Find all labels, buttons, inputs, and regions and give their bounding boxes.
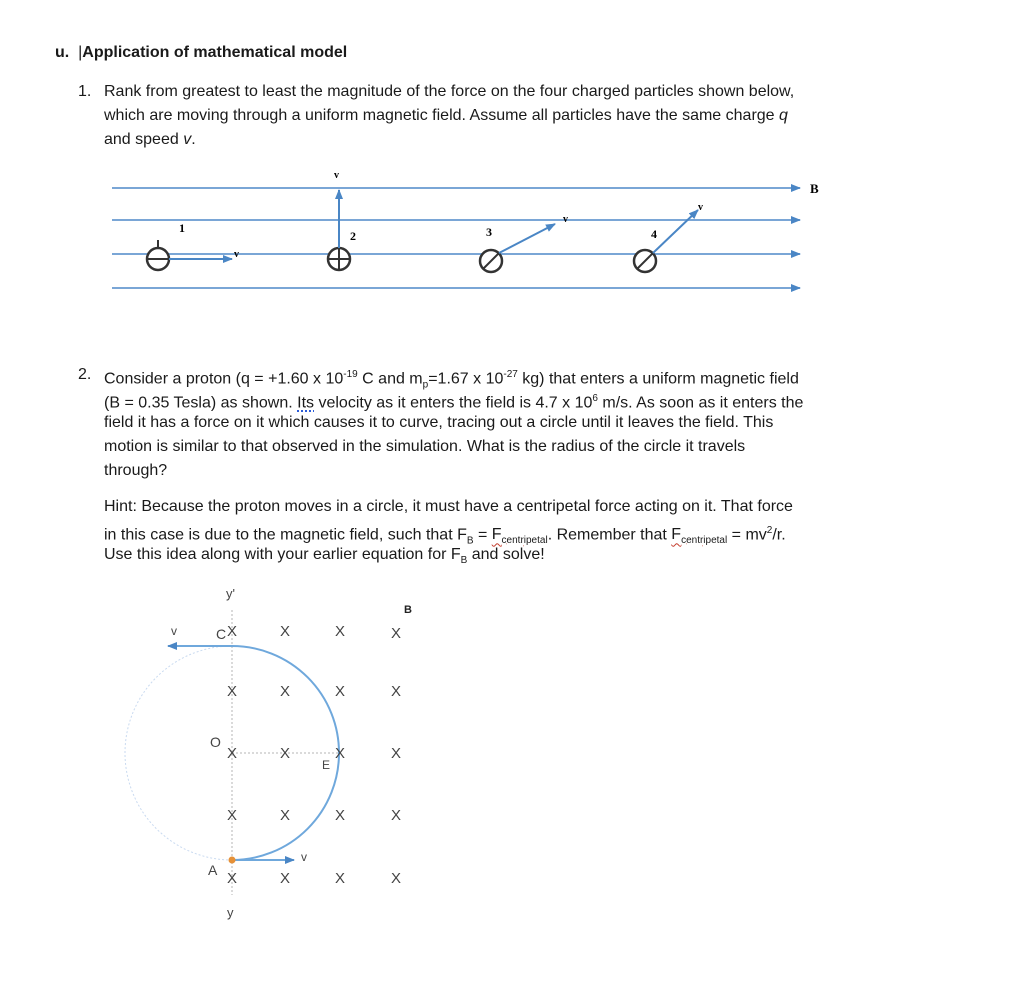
field-x-mark: X xyxy=(227,870,238,887)
field-x-mark: X xyxy=(391,745,402,762)
field-x-mark: X xyxy=(391,683,402,700)
q1-speed-symbol: v xyxy=(183,131,192,148)
q1-line3: and speed v. xyxy=(104,131,196,148)
field-lines xyxy=(112,188,800,288)
figure-circular-path xyxy=(0,575,1024,930)
section-title: Application of mathematical model xyxy=(82,44,348,61)
field-x-mark: X xyxy=(335,870,346,887)
velocity-label: v xyxy=(334,170,339,181)
field-x-mark: X xyxy=(227,623,238,640)
label-B: B xyxy=(404,604,412,616)
field-x-mark: X xyxy=(280,807,291,824)
field-x-mark: X xyxy=(280,870,291,887)
hint-line3: Use this idea along with your earlier equation for $F_B$ and solve! xyxy=(104,546,545,567)
velocity-label: v xyxy=(698,202,703,213)
hint-line2: in this case is due to the magnetic field, such that $F_B = F_{centripetal}$. Remember that $F_{centripetal} = mv^2/r$. xyxy=(104,525,786,547)
q1-line1: Rank from greatest to least the magnitude of the force on the four charged particles shown below, xyxy=(104,83,795,100)
field-x-mark: X xyxy=(335,623,346,640)
label-C: C xyxy=(216,626,227,642)
field-x-mark: X xyxy=(227,683,238,700)
q1-charge-symbol: q xyxy=(779,107,788,124)
field-label-B: B xyxy=(810,181,819,196)
field-x-mark: X xyxy=(391,807,402,824)
q2-line5: through? xyxy=(104,462,168,479)
spell-flag-centripetal: $F_{centripetal}$ xyxy=(671,526,728,547)
particle-1 xyxy=(147,221,239,270)
section-heading xyxy=(55,44,347,62)
spell-flag-centripetal: $F_{centripetal}$ xyxy=(491,526,548,547)
q1-line2: which are moving through a uniform magnetic field. Assume all particles have the same charge q xyxy=(104,107,788,124)
particle-label: 3 xyxy=(486,225,492,239)
grammar-flag-its: Its xyxy=(297,394,315,412)
particle-3 xyxy=(480,214,568,272)
label-y: y xyxy=(227,905,234,920)
field-x-mark: X xyxy=(391,870,402,887)
label-v-entry: v xyxy=(301,850,307,864)
field-x-mark: X xyxy=(335,745,346,762)
field-x-mark: X xyxy=(280,683,291,700)
particle-label: 4 xyxy=(651,227,657,241)
figure-field-particles xyxy=(0,160,1024,310)
velocity-arrow xyxy=(499,224,555,253)
q2-line3: field it has a force on it which causes it to curve, tracing out a circle until it leaves the field. This xyxy=(104,414,774,431)
entry-point-dot xyxy=(229,857,236,864)
velocity-arrow xyxy=(653,210,698,253)
q2-line2: (B = 0.35 Tesla) as shown. Its velocity as it enters the field is 4.7 x $10^6$ m/s. As soon as it enters the xyxy=(104,393,804,412)
field-x-grid xyxy=(227,623,401,887)
label-y-prime: y' xyxy=(226,586,235,601)
label-A: A xyxy=(208,862,218,878)
label-E: E xyxy=(322,758,331,772)
q1-number: 1. xyxy=(78,83,92,100)
q2-line4: motion is similar to that observed in the simulation. What is the radius of the circle it travels xyxy=(104,438,746,455)
hint-line1: Hint: Because the proton moves in a circle, it must have a centripetal force acting on it. That force xyxy=(104,498,793,515)
label-v-exit: v xyxy=(171,624,177,638)
text-cursor: | xyxy=(73,44,83,61)
field-x-mark: X xyxy=(335,807,346,824)
velocity-label: v xyxy=(563,214,568,225)
q2-number: 2. xyxy=(78,366,92,383)
particle-label: 2 xyxy=(350,229,356,243)
q2-line1: Consider a proton (q = +1.60 x $10^{-19}$ C and $m_p=1.67$ x $10^{-27}$ kg) that enters a uniform magnetic field xyxy=(104,369,799,391)
label-O: O xyxy=(210,734,221,750)
field-x-mark: X xyxy=(280,623,291,640)
field-x-mark: X xyxy=(280,745,291,762)
velocity-label: v xyxy=(234,249,239,260)
field-x-mark: X xyxy=(335,683,346,700)
section-letter: u. xyxy=(55,44,70,61)
particle-4 xyxy=(634,202,703,272)
field-x-mark: X xyxy=(227,807,238,824)
particle-label: 1 xyxy=(179,221,185,235)
field-x-mark: X xyxy=(227,745,238,762)
field-x-mark: X xyxy=(391,625,402,642)
